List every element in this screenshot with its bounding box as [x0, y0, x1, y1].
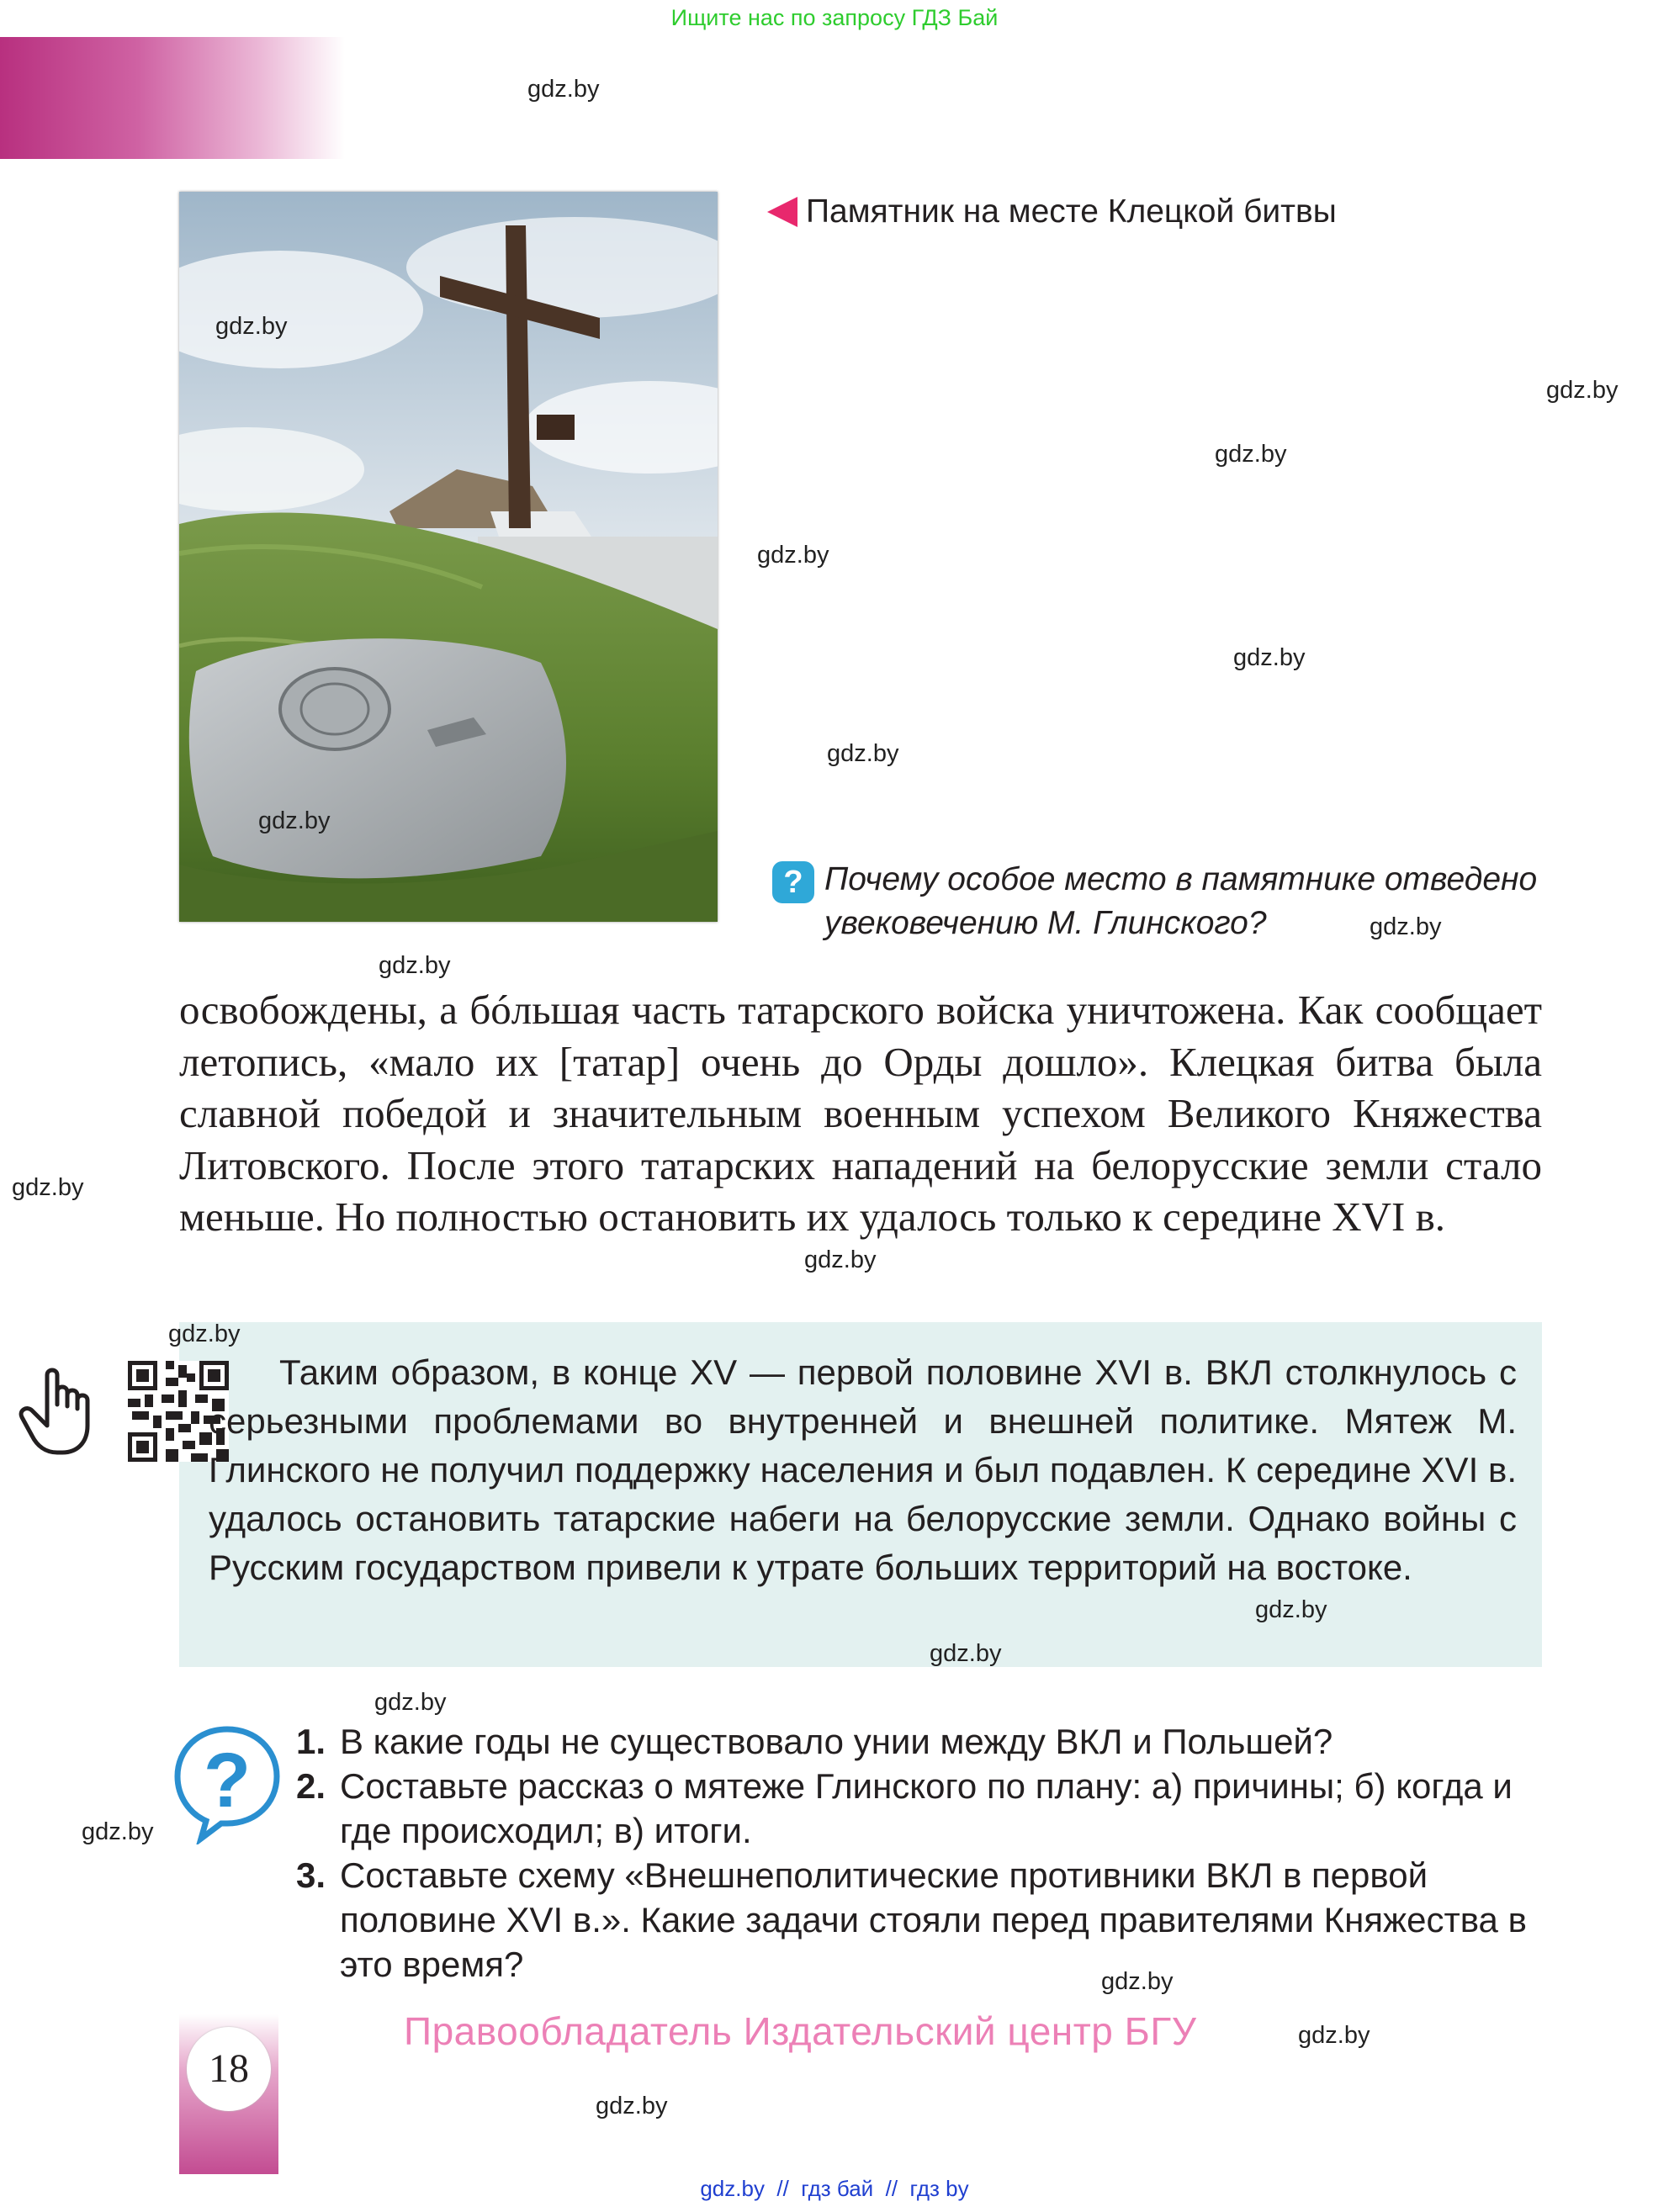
- watermark: gdz.by: [82, 1818, 154, 1845]
- pointing-hand-icon: [15, 1358, 116, 1463]
- watermark: gdz.by: [1546, 377, 1619, 404]
- question-text: Составьте схему «Внешнеполитические противники ВКЛ в первой половине XVI в.». Какие задачи стояли перед правителями Княжества в это время?: [340, 1855, 1527, 1984]
- footer-links[interactable]: gdz.by // гдз бай // гдз by: [700, 2176, 969, 2201]
- question-text: Составьте рассказ о мятеже Глинского по плану: а) причины; б) когда и где происходил; в) итоги.: [340, 1766, 1513, 1850]
- question-number: 1.: [296, 1722, 326, 1761]
- question-number: 3.: [296, 1855, 326, 1895]
- question-item-1: [296, 1719, 1541, 1764]
- watermark: gdz.by: [1298, 2022, 1370, 2049]
- question-item-2: [296, 1764, 1541, 1853]
- photo-caption-text: Памятник на месте Клецкой битвы: [806, 193, 1337, 230]
- header-color-band: [0, 37, 345, 159]
- watermark: gdz.by: [1101, 1968, 1174, 1995]
- watermark: gdz.by: [527, 76, 600, 103]
- main-paragraph: [179, 984, 1542, 1243]
- watermark: gdz.by: [12, 1174, 84, 1201]
- summary-text: [209, 1348, 1517, 1592]
- watermark: gdz.by: [930, 1640, 1002, 1667]
- watermark: gdz.by: [1215, 441, 1287, 468]
- summary-paragraph: Таким образом, в конце XV — первой половине XVI в. ВКЛ столкнулось с серьезными проблемами во внутренней и внешней политике. Мятеж М. Глинского не получил поддержку населения и был подавлен. К середине XVI в. удалось остановить татарские набеги на белорусские земли. Однако войны с Русским государством привели к утрате больших территорий на востоке.: [209, 1352, 1517, 1587]
- watermark: gdz.by: [379, 952, 451, 979]
- watermark: gdz.by: [258, 807, 331, 834]
- rights-holder: Правообладатель Издательский центр БГУ: [404, 2009, 1197, 2053]
- watermark: gdz.by: [215, 313, 288, 340]
- watermark: gdz.by: [168, 1320, 241, 1347]
- question-number: 2.: [296, 1766, 326, 1806]
- top-search-note: Ищите нас по запросу ГДЗ Бай: [670, 5, 999, 30]
- caption-arrow-icon: [767, 197, 797, 227]
- svg-text:?: ?: [203, 1738, 252, 1823]
- question-bubble-icon: [172, 1723, 282, 1849]
- page-number: 18: [187, 2027, 271, 2111]
- photo-caption: [767, 193, 1337, 230]
- watermark: gdz.by: [1370, 913, 1442, 940]
- watermark: gdz.by: [596, 2093, 668, 2119]
- watermark: gdz.by: [804, 1246, 877, 1273]
- watermark: gdz.by: [827, 740, 899, 767]
- questions-list: [296, 1719, 1541, 1987]
- question-item-3: [296, 1853, 1541, 1987]
- paragraph-text: освобождены, а бóльшая часть татарского войска уничтожена. Как сообщает летопись, «мало их [татар] очень до Орды дошло». Клецкая битва была славной победой и значительным военным успехом Великого Княжества Литовского. После этого татарских нападений на белорусские земли стало меньше. Но полностью остановить их удалось только к середине XVI в.: [179, 987, 1542, 1240]
- question-text: В какие годы не существовало унии между ВКЛ и Польшей?: [340, 1722, 1333, 1761]
- watermark: gdz.by: [374, 1689, 447, 1716]
- photo-question: Почему особое место в памятнике отведено увековечению М. Глинского?: [824, 861, 1538, 941]
- question-badge-icon: ?: [772, 861, 814, 903]
- watermark: gdz.by: [1255, 1596, 1327, 1623]
- watermark: gdz.by: [1233, 644, 1306, 671]
- watermark: gdz.by: [757, 542, 829, 569]
